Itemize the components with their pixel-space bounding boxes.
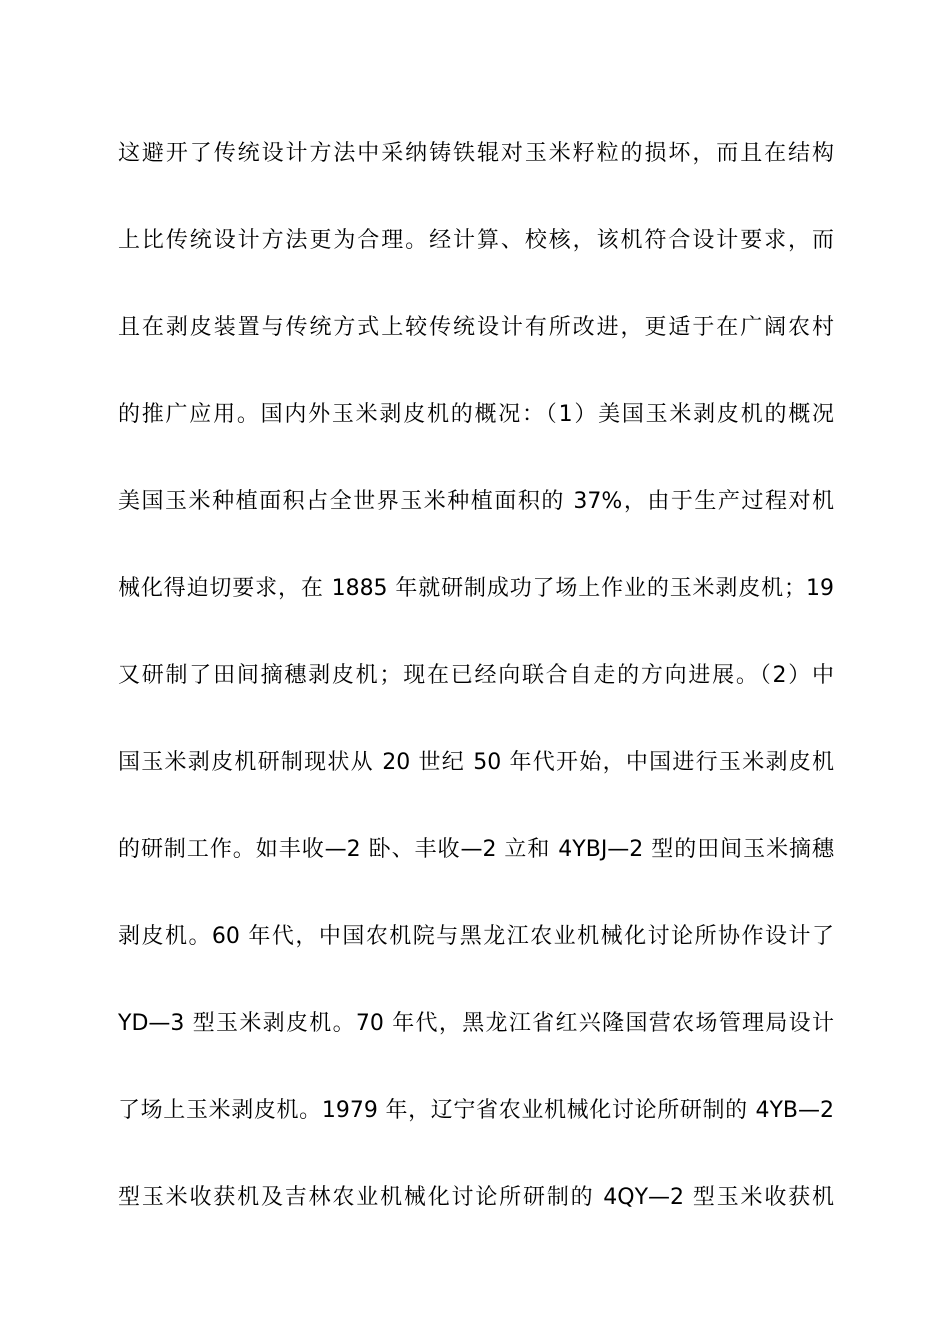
- text-line-8: 国玉米剥皮机研制现状从 20 世纪 50 年代开始，中国进行玉米剥皮机: [118, 750, 834, 775]
- text-line-4: 的推广应用。国内外玉米剥皮机的概况：（1）美国玉米剥皮机的概况: [118, 402, 834, 427]
- text-line-12: 了场上玉米剥皮机。1979 年，辽宁省农业机械化讨论所研制的 4YB—2: [118, 1098, 834, 1123]
- text-line-5: 美国玉米种植面积占全世界玉米种植面积的 37%，由于生产过程对机: [118, 489, 834, 514]
- text-line-10: 剥皮机。60 年代，中国农机院与黑龙江农业机械化讨论所协作设计了: [118, 924, 834, 949]
- text-line-3: 且在剥皮装置与传统方式上较传统设计有所改进，更适于在广阔农村: [118, 315, 834, 340]
- text-line-9: 的研制工作。如丰收—2 卧、丰收—2 立和 4YBJ—2 型的田间玉米摘穗: [118, 837, 834, 862]
- text-line-1: 这避开了传统设计方法中采纳铸铁辊对玉米籽粒的损坏，而且在结构: [118, 141, 834, 166]
- text-line-7: 又研制了田间摘穗剥皮机；现在已经向联合自走的方向进展。（2）中: [118, 663, 834, 688]
- body-text: [118, 132, 834, 1263]
- text-line-13: 型玉米收获机及吉林农业机械化讨论所研制的 4QY—2 型玉米收获机: [118, 1185, 834, 1210]
- text-line-6: 械化得迫切要求，在 1885 年就研制成功了场上作业的玉米剥皮机；19: [118, 576, 834, 601]
- text-line-2: 上比传统设计方法更为合理。经计算、校核，该机符合设计要求，而: [118, 228, 834, 253]
- text-line-11: YD—3 型玉米剥皮机。70 年代，黑龙江省红兴隆国营农场管理局设计: [118, 1011, 834, 1036]
